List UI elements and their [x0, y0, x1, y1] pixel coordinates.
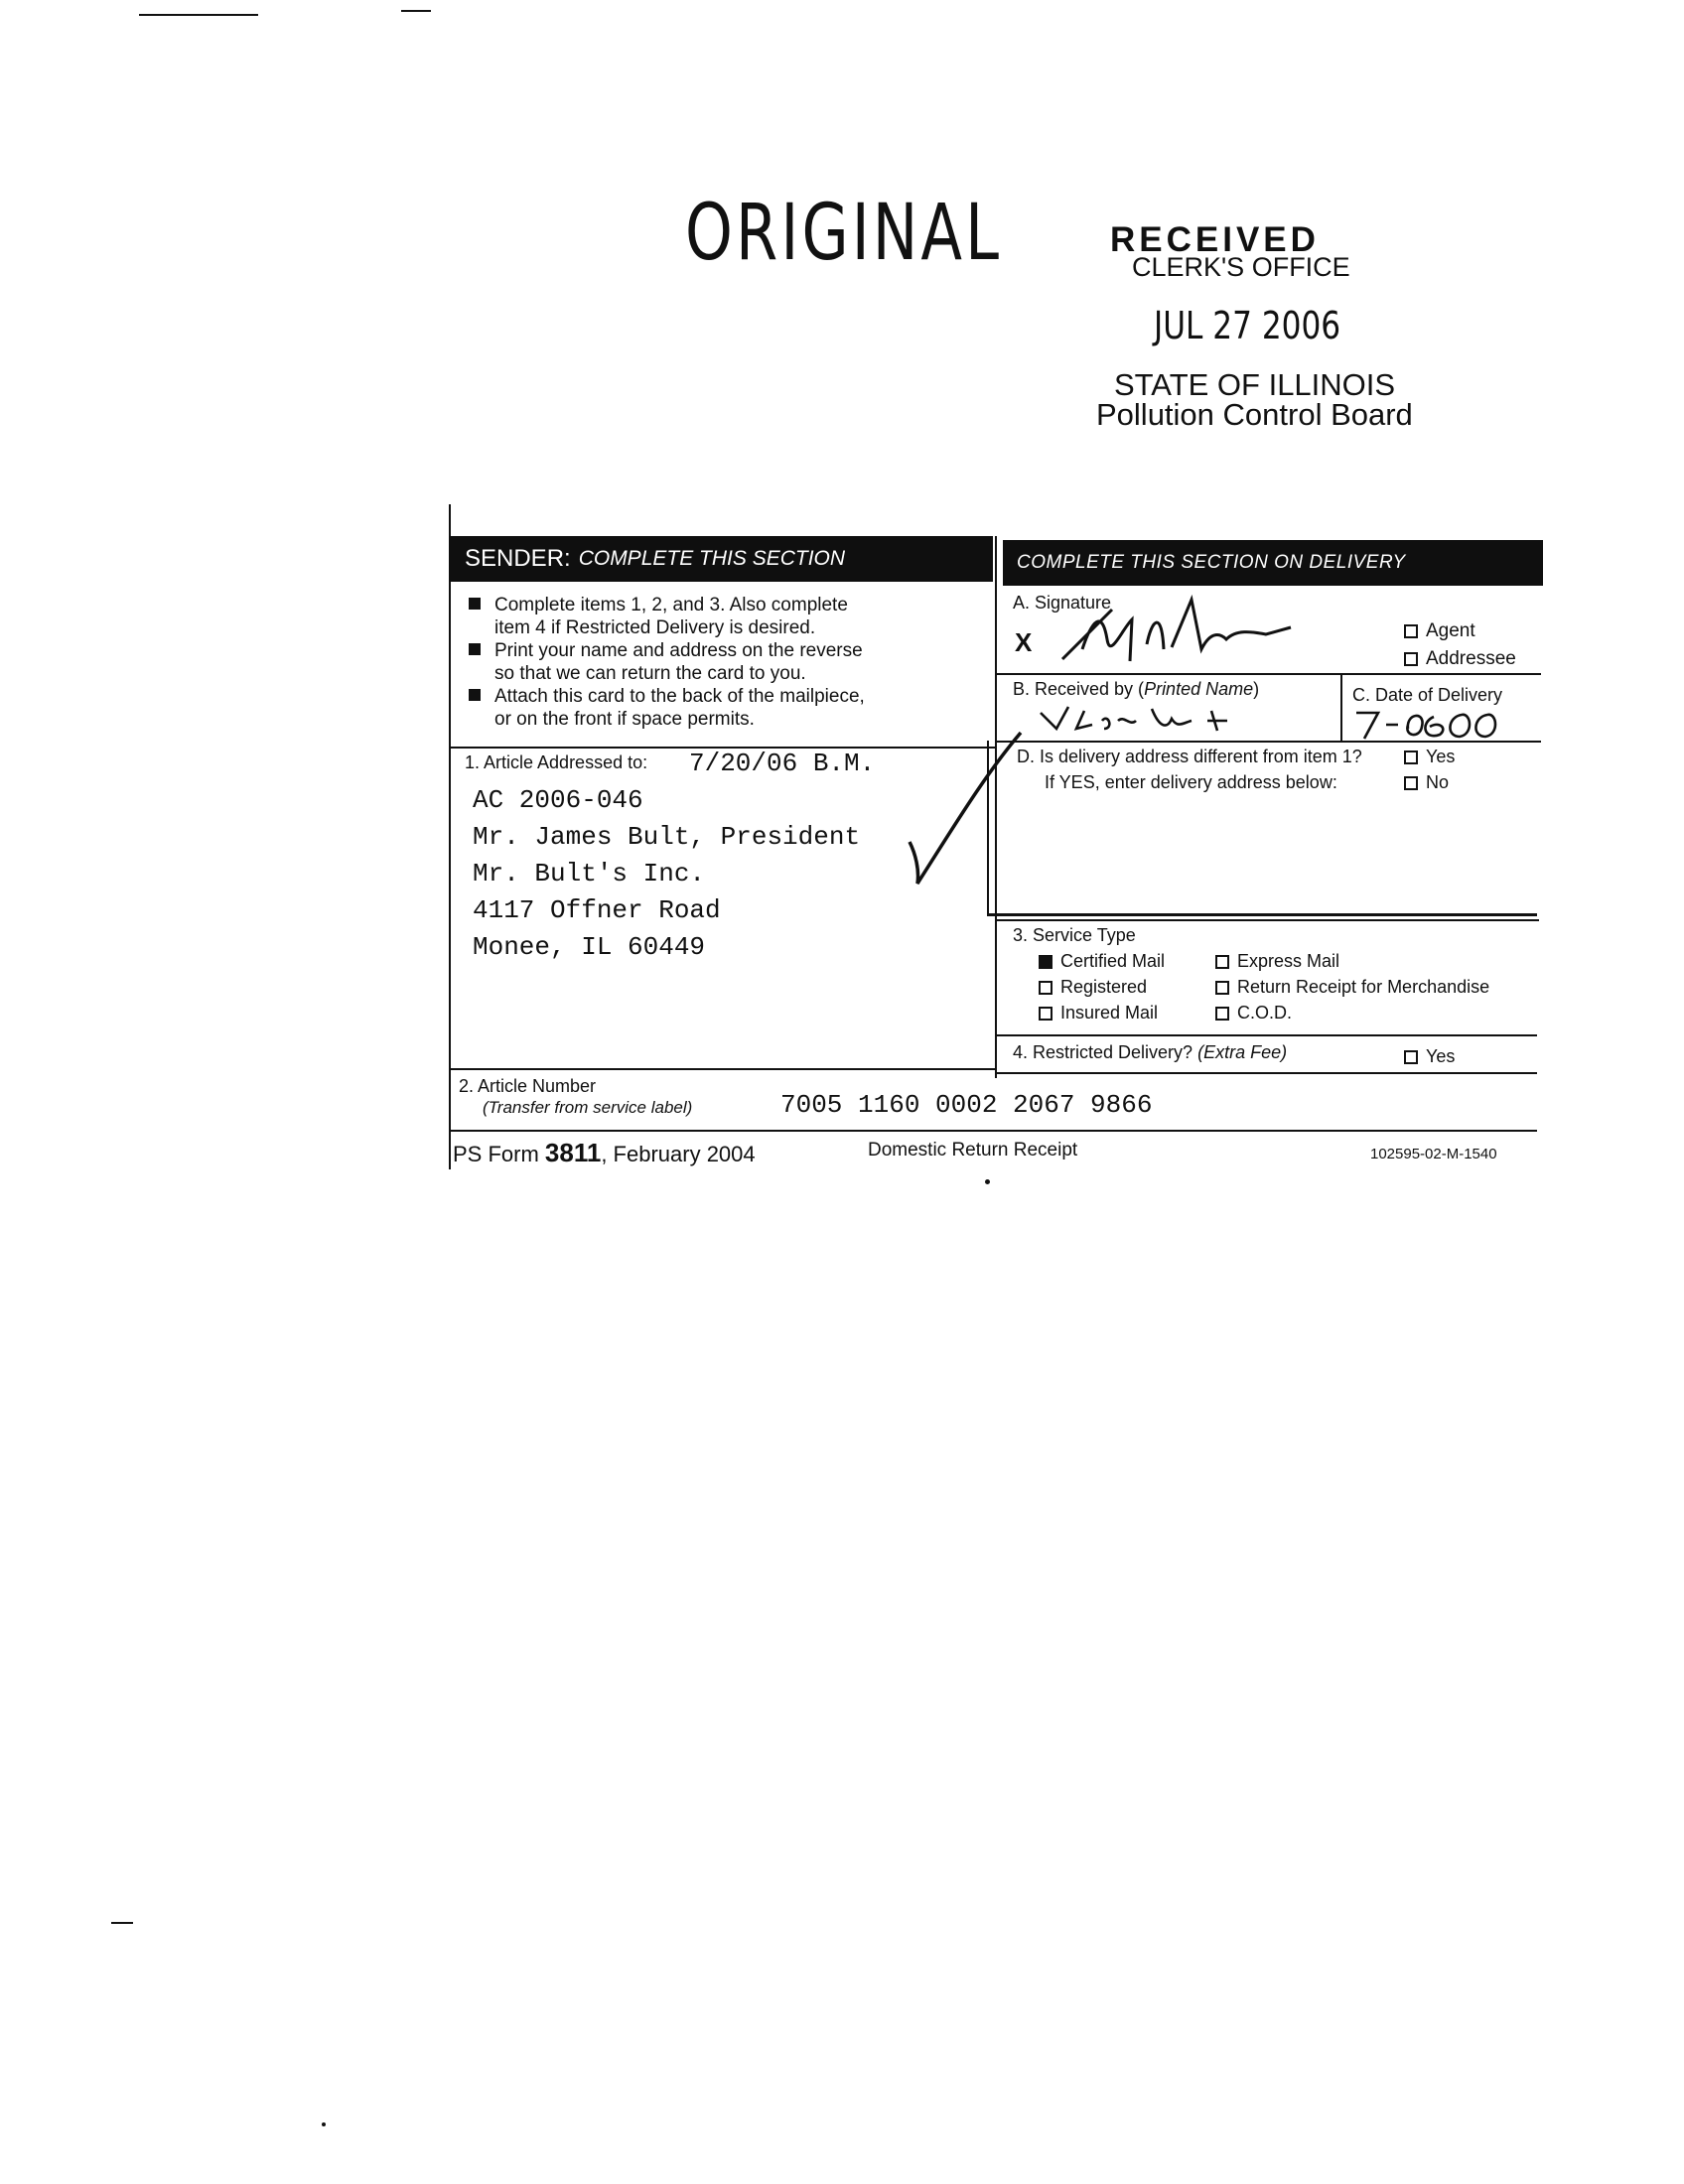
service-type-label: 3. Service Type: [1013, 925, 1136, 945]
handwritten-printed-name: [1033, 699, 1261, 743]
checkbox[interactable]: [1039, 1007, 1052, 1021]
service-insured[interactable]: Insured Mail: [1039, 1003, 1158, 1024]
checkbox[interactable]: [1404, 1050, 1418, 1064]
checkmark-icon: [894, 725, 1033, 893]
article-note: 7/20/06 B.M.: [689, 749, 876, 778]
checkbox[interactable]: [1215, 1007, 1229, 1021]
checkbox[interactable]: [1039, 981, 1052, 995]
delivery-divider: [997, 673, 1541, 675]
service-certified[interactable]: Certified Mail: [1039, 951, 1165, 972]
instruction-line: or on the front if space permits.: [494, 709, 755, 730]
recipient-address: [473, 782, 860, 966]
scan-mark: [139, 14, 258, 16]
original-stamp: ORIGINAL: [685, 189, 1003, 278]
address-line: Monee, IL 60449: [473, 932, 706, 962]
restricted-delivery-label: 4. Restricted Delivery? (Extra Fee): [1013, 1042, 1288, 1062]
delivery-frame: [997, 919, 1539, 921]
instruction-line: so that we can return the card to you.: [494, 663, 806, 684]
delivery-frame: [987, 741, 989, 915]
service-express[interactable]: Express Mail: [1215, 951, 1339, 972]
form-bottom: [449, 1130, 1537, 1132]
agent-option: Agent: [1404, 619, 1475, 642]
bullet-icon: [469, 643, 481, 655]
instruction-line: Attach this card to the back of the mailpiece,: [469, 685, 985, 708]
service-return-receipt[interactable]: Return Receipt for Merchandise: [1215, 977, 1489, 998]
article-number-value: 7005 1160 0002 2067 9866: [780, 1090, 1153, 1120]
state-label: STATE OF ILLINOIS: [1114, 367, 1396, 402]
instruction-line: Complete items 1, 2, and 3. Also complete: [469, 594, 985, 616]
checkbox-checked[interactable]: [1039, 955, 1052, 969]
address-line: Mr. James Bult, President: [473, 822, 861, 852]
sender-instructions: [469, 594, 985, 731]
instruction-line: Print your name and address on the reverse: [469, 639, 985, 662]
handwritten-delivery-date: [1350, 703, 1509, 743]
form-divider: [449, 1068, 997, 1070]
checkbox[interactable]: [1215, 955, 1229, 969]
sender-header: [449, 536, 993, 582]
service-cod[interactable]: C.O.D.: [1215, 1003, 1292, 1024]
checkbox: [1404, 624, 1418, 638]
delivery-address-instruction: If YES, enter delivery address below:: [1045, 772, 1337, 792]
sender-header-bold: SENDER:: [465, 545, 571, 572]
restricted-yes-option[interactable]: Yes: [1404, 1046, 1455, 1067]
board-label: Pollution Control Board: [1096, 397, 1413, 432]
clerks-office-label: CLERK'S OFFICE: [1132, 252, 1350, 282]
handwritten-signature: [1052, 590, 1321, 671]
form-code: 102595-02-M-1540: [1370, 1146, 1497, 1162]
signature-label: A. Signature: [1013, 593, 1112, 613]
delivery-address-question: D. Is delivery address different from item 1?: [1017, 747, 1362, 766]
checkbox[interactable]: [1215, 981, 1229, 995]
scan-mark: [111, 1922, 133, 1924]
checkbox: [1404, 751, 1418, 764]
domestic-return-receipt: Domestic Return Receipt: [868, 1140, 1078, 1160]
ps-form-label: PS Form 3811, February 2004: [453, 1138, 756, 1167]
checkbox: [1404, 776, 1418, 790]
delivery-frame: [987, 913, 1537, 916]
bullet-icon: [469, 598, 481, 610]
delivery-header: [1003, 540, 1543, 586]
delivery-divider: [997, 1034, 1537, 1036]
scan-mark: [401, 10, 431, 12]
delivery-divider: [997, 741, 1541, 743]
address-line: Mr. Bult's Inc.: [473, 859, 706, 888]
delivery-header-text: COMPLETE THIS SECTION ON DELIVERY: [1017, 552, 1406, 573]
received-date: JUL 27 2006: [1154, 304, 1341, 347]
d-yes-option: Yes: [1404, 747, 1455, 767]
checkbox: [1404, 652, 1418, 666]
d-no-option: No: [1404, 772, 1449, 793]
article-addressed-label: 1. Article Addressed to:: [465, 752, 648, 772]
bullet-icon: [469, 689, 481, 701]
date-divider: [1340, 675, 1342, 743]
form-divider: [997, 1072, 1537, 1074]
scan-mark: [985, 1179, 990, 1184]
instruction-line: item 4 if Restricted Delivery is desired.: [494, 617, 816, 638]
address-line: 4117 Offner Road: [473, 895, 721, 925]
article-number-sublabel: (Transfer from service label): [483, 1098, 693, 1117]
date-of-delivery-label: C. Date of Delivery: [1352, 685, 1503, 705]
service-registered[interactable]: Registered: [1039, 977, 1147, 998]
scan-mark: [322, 2122, 326, 2126]
received-by-label: B. Received by (Printed Name): [1013, 679, 1260, 699]
address-line: AC 2006-046: [473, 785, 643, 815]
addressee-option: Addressee: [1404, 647, 1516, 670]
received-stamp-title: RECEIVED: [1110, 220, 1320, 259]
sender-header-italic: COMPLETE THIS SECTION: [578, 547, 846, 570]
article-number-label: 2. Article Number: [459, 1076, 597, 1096]
signature-x: X: [1015, 627, 1033, 657]
